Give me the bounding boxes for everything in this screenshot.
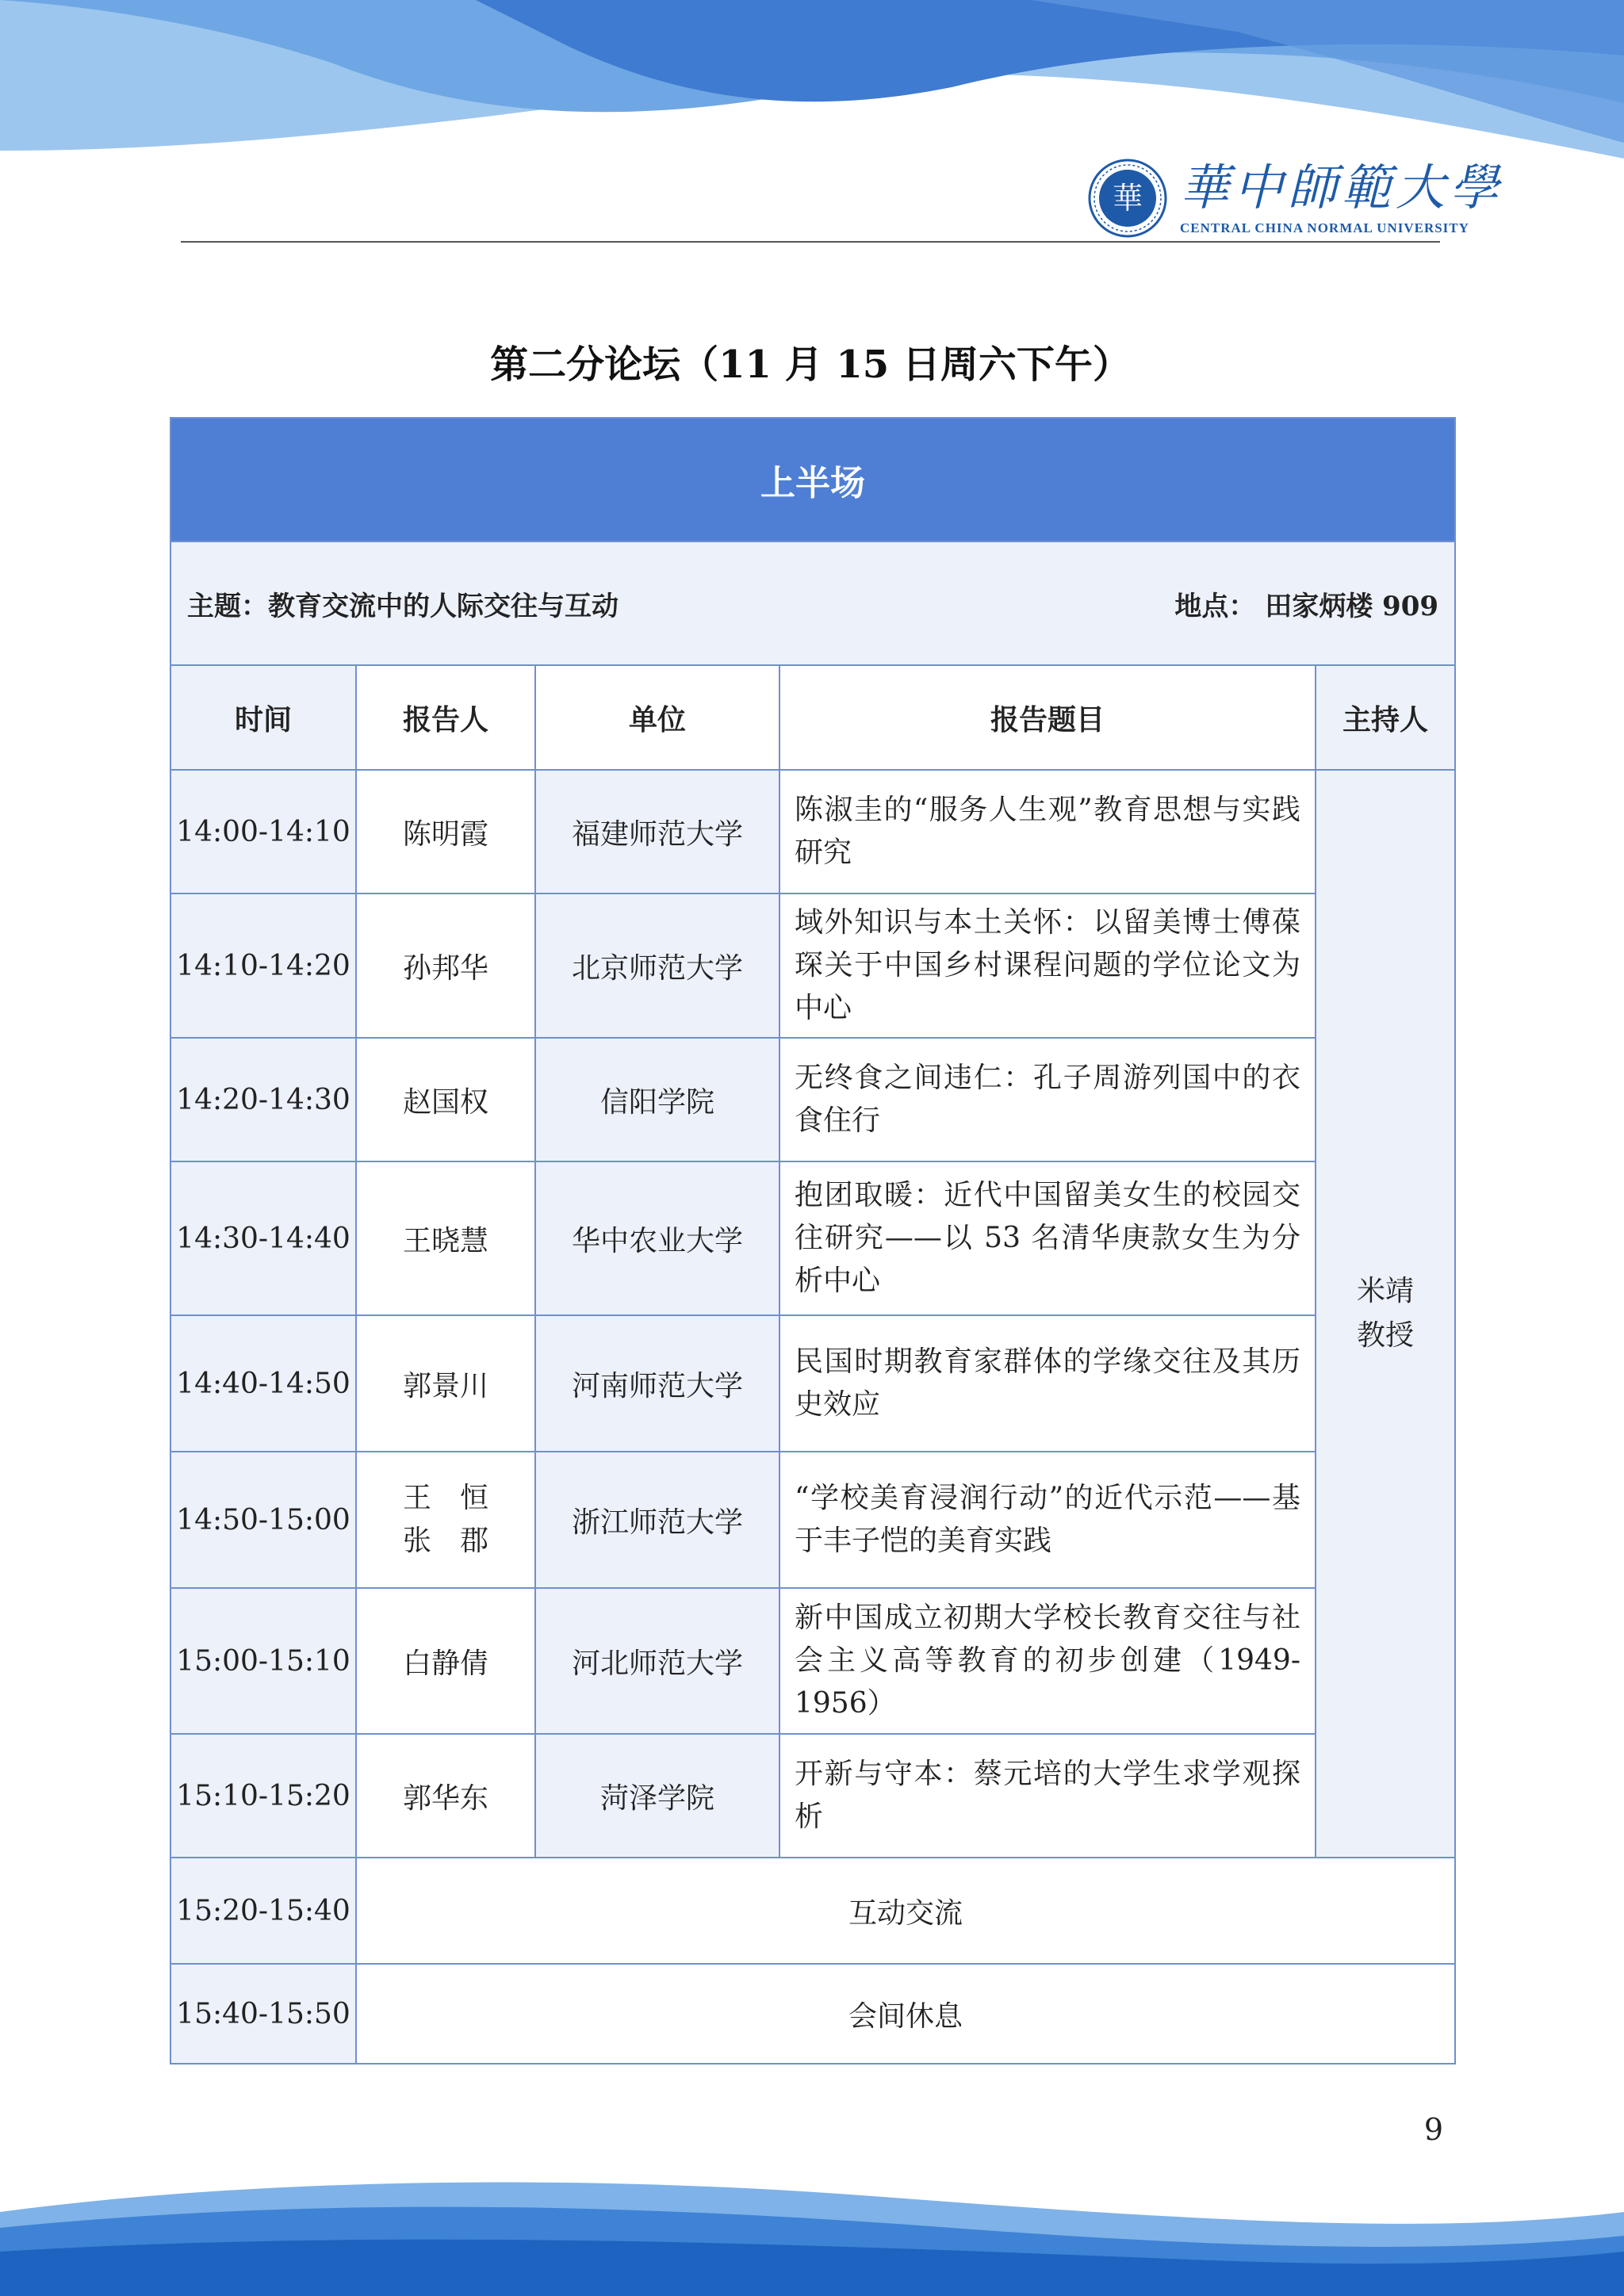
table-row xyxy=(170,1588,1455,1734)
session-theme: 主题：教育交流中的人际交往与互动 xyxy=(187,590,619,622)
table-row xyxy=(170,1038,1455,1161)
row-topic: 民国时期教育家群体的学缘交往及其历史效应 xyxy=(779,1315,1316,1452)
session-banner-row xyxy=(170,418,1455,541)
session-info-row xyxy=(170,541,1455,665)
break-time: 15:40-15:50 xyxy=(170,1964,356,2064)
row-time: 15:10-15:20 xyxy=(170,1734,356,1858)
session-title: 上半场 xyxy=(170,418,1455,541)
break-row xyxy=(170,1964,1455,2064)
column-header-host: 主持人 xyxy=(1316,665,1455,770)
row-topic: 域外知识与本土关怀：以留美博士傅葆琛关于中国乡村课程问题的学位论文为中心 xyxy=(779,894,1316,1038)
break-label: 会间休息 xyxy=(356,1964,1455,2064)
table-row xyxy=(170,1315,1455,1452)
university-seal-icon xyxy=(1088,159,1167,238)
header-wave-decoration xyxy=(0,0,1624,166)
row-topic: 无终食之间违仁：孔子周游列国中的衣食住行 xyxy=(779,1038,1316,1161)
row-speaker: 张 郡 xyxy=(402,1525,488,1557)
host-title: 教授 xyxy=(1357,1319,1415,1352)
header-divider xyxy=(181,241,1440,243)
row-time: 14:00-14:10 xyxy=(170,770,356,894)
row-speaker: 王晓慧 xyxy=(356,1161,535,1315)
column-header-topic: 报告题目 xyxy=(779,665,1316,770)
row-time: 14:30-14:40 xyxy=(170,1161,356,1315)
page-number: 9 xyxy=(1423,2112,1443,2147)
table-row xyxy=(170,770,1455,894)
page-title: 第二分论坛（11 月 15 日周六下午） xyxy=(490,342,1131,387)
footer-wave-decoration xyxy=(0,2164,1624,2296)
seal-glyph: 華 xyxy=(1112,181,1143,216)
row-time: 14:20-14:30 xyxy=(170,1038,356,1161)
row-topic: “学校美育浸润行动”的近代示范——基于丰子恺的美育实践 xyxy=(779,1452,1316,1588)
university-name-en: CENTRAL CHINA NORMAL UNIVERSITY xyxy=(1180,220,1469,235)
column-header-speaker: 报告人 xyxy=(356,665,535,770)
column-header-time: 时间 xyxy=(170,665,356,770)
row-time: 14:50-15:00 xyxy=(170,1452,356,1588)
schedule-table xyxy=(170,417,1456,2064)
row-topic: 抱团取暖：近代中国留美女生的校园交往研究——以 53 名清华庚款女生为分析中心 xyxy=(779,1161,1316,1315)
row-unit: 华中农业大学 xyxy=(535,1161,779,1315)
session-location: 地点： 田家炳楼 909 xyxy=(1174,590,1439,622)
row-time: 15:00-15:10 xyxy=(170,1588,356,1734)
row-unit: 河南师范大学 xyxy=(535,1315,779,1452)
row-speakers xyxy=(356,1452,535,1588)
table-row xyxy=(170,894,1455,1038)
university-logo xyxy=(1088,155,1504,243)
break-row xyxy=(170,1858,1455,1964)
row-unit: 河北师范大学 xyxy=(535,1588,779,1734)
row-topic: 陈淑圭的“服务人生观”教育思想与实践研究 xyxy=(779,770,1316,894)
break-time: 15:20-15:40 xyxy=(170,1858,356,1964)
row-topic: 开新与守本：蔡元培的大学生求学观探析 xyxy=(779,1734,1316,1858)
row-unit: 福建师范大学 xyxy=(535,770,779,894)
column-header-unit: 单位 xyxy=(535,665,779,770)
host-name: 米靖 xyxy=(1357,1275,1415,1307)
break-label: 互动交流 xyxy=(356,1858,1455,1964)
row-speaker: 王 恒 xyxy=(402,1482,488,1514)
table-row xyxy=(170,1452,1455,1588)
row-topic: 新中国成立初期大学校长教育交往与社会主义高等教育的初步创建（1949-1956） xyxy=(779,1588,1316,1734)
row-unit: 北京师范大学 xyxy=(535,894,779,1038)
row-unit: 信阳学院 xyxy=(535,1038,779,1161)
row-speaker: 郭华东 xyxy=(356,1734,535,1858)
row-speaker: 郭景川 xyxy=(356,1315,535,1452)
table-row xyxy=(170,1161,1455,1315)
row-unit: 菏泽学院 xyxy=(535,1734,779,1858)
table-header-row xyxy=(170,665,1455,770)
row-speaker: 赵国权 xyxy=(356,1038,535,1161)
row-speaker: 白静倩 xyxy=(356,1588,535,1734)
row-speaker: 陈明霞 xyxy=(356,770,535,894)
row-unit: 浙江师范大学 xyxy=(535,1452,779,1588)
row-time: 14:40-14:50 xyxy=(170,1315,356,1452)
university-name-cn: 華中師範大學 xyxy=(1180,159,1504,216)
host-cell xyxy=(1316,770,1455,1858)
table-row xyxy=(170,1734,1455,1858)
row-time: 14:10-14:20 xyxy=(170,894,356,1038)
row-speaker: 孙邦华 xyxy=(356,894,535,1038)
